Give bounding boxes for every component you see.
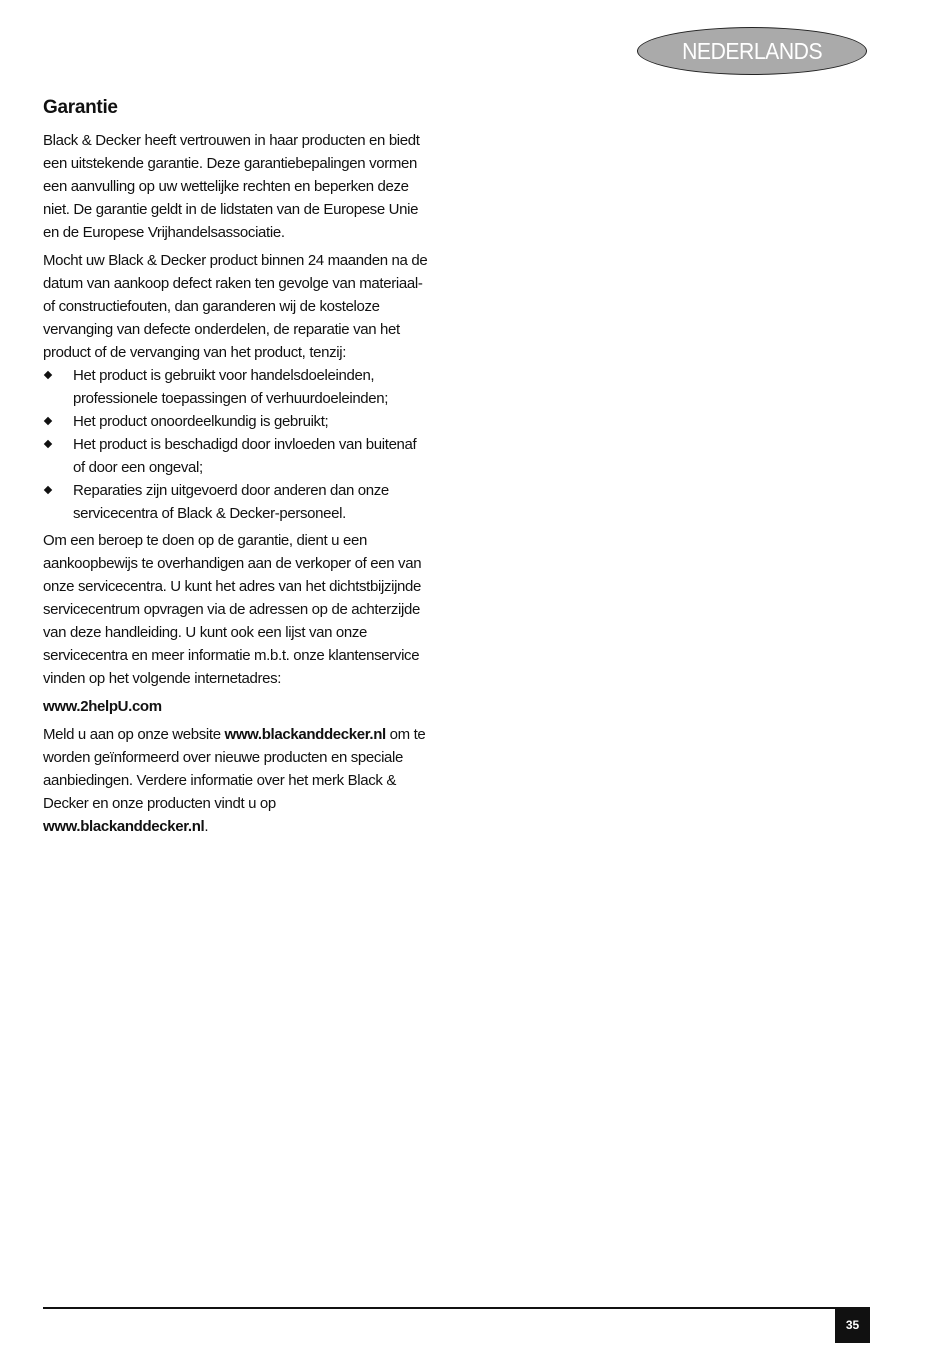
text-line: van deze handleiding. U kunt ook een lijst van onze (43, 624, 368, 641)
text-line: vervanging van defecte onderdelen, de reparatie van het (43, 321, 400, 338)
claim-paragraph (43, 529, 443, 690)
list-item (43, 410, 443, 433)
text-line: aanbiedingen. Verdere informatie over het merk Black & (43, 772, 396, 789)
text-line: Het product onoordeelkundig is gebruikt; (73, 413, 329, 430)
text-line (43, 723, 443, 746)
text-line: professionele toepassingen of verhuurdoeleinden; (73, 390, 389, 407)
text-line: Om een beroep te doen op de garantie, dient u een (43, 532, 367, 549)
text-line: of door een ongeval; (73, 459, 203, 476)
language-badge (637, 27, 867, 75)
text-fragment: . (204, 818, 209, 835)
text-line: een aanvulling op uw wettelijke rechten en beperken deze (43, 178, 409, 195)
text-line: servicecentrum opvragen via de adressen op de achterzijde (43, 601, 420, 618)
text-line: Black & Decker heeft vertrouwen in haar producten en biedt (43, 132, 420, 149)
help-url-link[interactable]: www.2helpU.com (43, 698, 162, 715)
footer-divider (43, 1307, 870, 1309)
text-line: Decker en onze producten vindt u op (43, 795, 276, 812)
text-line: aankoopbewijs te overhandigen aan de verkoper of een van (43, 555, 422, 572)
intro-paragraph (43, 129, 443, 244)
text-line: product of de vervanging van het product, tenzij: (43, 344, 347, 361)
diamond-bullet-icon (44, 371, 52, 379)
diamond-bullet-icon (44, 440, 52, 448)
list-item (43, 479, 443, 525)
list-item (43, 433, 443, 479)
text-line: of constructiefouten, dan garanderen wij de kosteloze (43, 298, 380, 315)
text-line: Reparaties zijn uitgevoerd door anderen dan onze (73, 482, 389, 499)
text-fragment: Meld u aan op onze website (43, 726, 225, 743)
text-line: Het product is beschadigd door invloeden van buitenaf (73, 436, 417, 453)
text-line (43, 815, 443, 838)
text-line: Mocht uw Black & Decker product binnen 24 maanden na de (43, 252, 428, 269)
warranty-section (43, 95, 443, 843)
text-fragment: om te (385, 726, 426, 743)
help-url-paragraph (43, 695, 443, 718)
conditions-paragraph (43, 249, 443, 364)
page-number: 35 (835, 1307, 870, 1343)
text-line: vinden op het volgende internetadres: (43, 670, 282, 687)
website-link[interactable]: www.blackanddecker.nl (43, 818, 205, 835)
section-title: Garantie (43, 97, 118, 118)
diamond-bullet-icon (44, 417, 52, 425)
text-line: niet. De garantie geldt in de lidstaten van de Europese Unie (43, 201, 419, 218)
text-line: Het product is gebruikt voor handelsdoeleinden, (73, 367, 375, 384)
website-link[interactable]: www.blackanddecker.nl (224, 726, 386, 743)
website-paragraph (43, 723, 443, 838)
text-line: servicecentra of Black & Decker-personeel. (73, 505, 346, 522)
text-line: servicecentra en meer informatie m.b.t. onze klantenservice (43, 647, 420, 664)
diamond-bullet-icon (44, 486, 52, 494)
text-line: onze servicecentra. U kunt het adres van het dichtstbijzijnde (43, 578, 422, 595)
text-line: en de Europese Vrijhandelsassociatie. (43, 224, 285, 241)
text-line: worden geïnformeerd over nieuwe producten en speciale (43, 749, 404, 766)
list-item (43, 364, 443, 410)
language-label: NEDERLANDS (681, 37, 823, 64)
text-line: datum van aankoop defect raken ten gevolge van materiaal- (43, 275, 423, 292)
text-line: een uitstekende garantie. Deze garantiebepalingen vormen (43, 155, 418, 172)
exclusions-list (43, 364, 443, 525)
